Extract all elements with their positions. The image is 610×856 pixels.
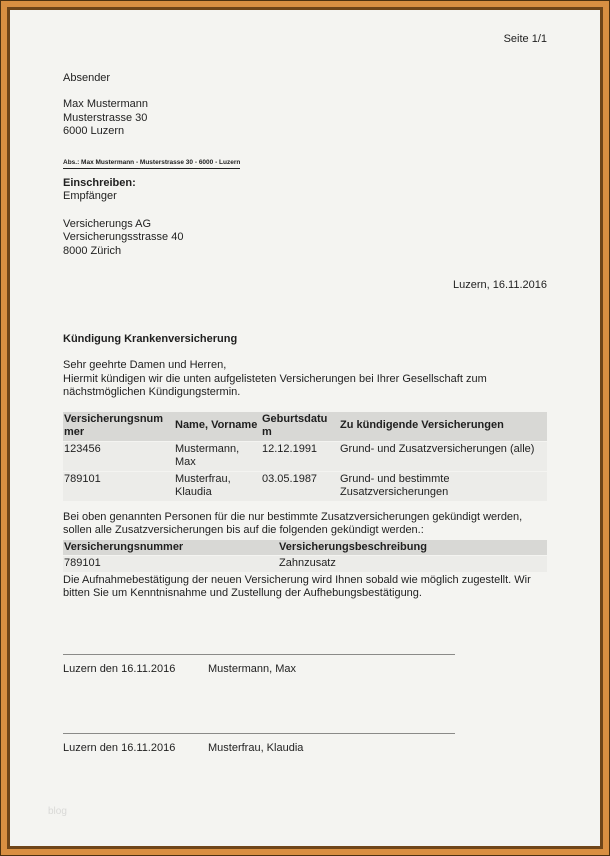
cell-person-name: Musterfrau, Klaudia: [174, 471, 261, 501]
letter-body-intro: [63, 359, 547, 400]
delivery-type-label: Einschreiben:: [63, 176, 136, 189]
blog-watermark: blog: [48, 805, 67, 817]
signature-block-1: [63, 654, 547, 677]
sender-return-address-line: Abs.: Max Mustermann - Musterstrasse 30 - 6000 - Luzern: [63, 159, 240, 169]
col-header-name-vorname: Name, Vorname: [174, 412, 261, 442]
cell-policy-number: 789101: [63, 556, 278, 572]
signature-name: Musterfrau, Klaudia: [208, 742, 304, 754]
signature-rule: [63, 733, 455, 734]
cell-insurances: Grund- und bestimmte Zusatzversicherungen: [339, 471, 547, 501]
frame-orange-band: [1, 1, 609, 855]
insurance-cancellation-table: [63, 412, 547, 501]
page-indicator: Seite 1/1: [503, 33, 547, 45]
cell-policy-number: 123456: [63, 441, 174, 471]
signature-name: Mustermann, Max: [208, 662, 297, 675]
recipient-company: Versicherungs AG: [63, 217, 152, 230]
table-header-row: [63, 412, 547, 442]
sender-street: Musterstrasse 30: [63, 111, 148, 124]
signature-place-date: Luzern den 16.11.2016: [63, 662, 176, 675]
letter-content: [10, 33, 600, 756]
paragraph-between-tables: Bei oben genannten Personen für die nur bestimmte Zusatzversicherungen gekündigt werden, sollen alle Zusatzversicherungen bis auf die folgenden gekündigt werden.:: [63, 510, 523, 536]
place-and-date: Luzern, 16.11.2016: [453, 279, 547, 291]
addressee-label: Empfänger: [63, 190, 117, 202]
cell-person-name: Mustermann, Max: [174, 441, 261, 471]
signature-block-2: [63, 733, 547, 756]
sender-label: Absender: [63, 71, 111, 84]
cell-birthdate: 03.05.1987: [261, 471, 339, 501]
cell-policy-number: 789101: [63, 471, 174, 501]
col-header-geburtsdatum: Geburtsdatum: [261, 412, 339, 442]
col-header-versicherungsbeschreibung: Versicherungsbeschreibung: [278, 540, 547, 556]
table-header-row: [63, 540, 547, 556]
col-header-versicherungsnummer: Versicherungsnummer: [63, 412, 174, 442]
cell-insurances: Grund- und Zusatzversicherungen (alle): [339, 441, 547, 471]
table-row: [63, 471, 547, 501]
table-row: [63, 556, 547, 572]
signature-rule: [63, 654, 455, 655]
sender-city: 6000 Luzern: [63, 125, 125, 137]
recipient-address-block: [63, 218, 547, 259]
table-row: [63, 441, 547, 471]
col-header-zu-kuendigende: Zu kündigende Versicherungen: [339, 412, 547, 442]
col-header-versicherungsnummer: Versicherungsnummer: [63, 540, 278, 556]
sender-name: Max Mustermann: [63, 98, 148, 110]
closing-paragraph: Die Aufnahmebestätigung der neuen Versicherung wird Ihnen sobald wie möglich zugestellt. Wir bitten Sie um Kenntnisnahme und Zustellung der Aufhebungsbestätigung.: [63, 573, 531, 599]
subject-line: Kündigung Krankenversicherung: [63, 332, 238, 345]
recipient-city: 8000 Zürich: [63, 244, 122, 257]
intro-paragraph: Hiermit kündigen wir die unten aufgelisteten Versicherungen bei Ihrer Gesellschaft zum nächstmöglichen Kündigungstermin.: [63, 372, 487, 398]
cell-birthdate: 12.12.1991: [261, 441, 339, 471]
cell-insurance-description: Zahnzusatz: [278, 556, 547, 572]
frame-brown-band: [7, 7, 603, 849]
signature-place-date: Luzern den 16.11.2016: [63, 742, 176, 754]
sender-address-block: [63, 98, 547, 139]
recipient-street: Versicherungsstrasse 40: [63, 231, 184, 243]
salutation: Sehr geehrte Damen und Herren,: [63, 359, 227, 371]
letter-page: [10, 10, 600, 846]
retained-insurance-table: [63, 540, 547, 572]
